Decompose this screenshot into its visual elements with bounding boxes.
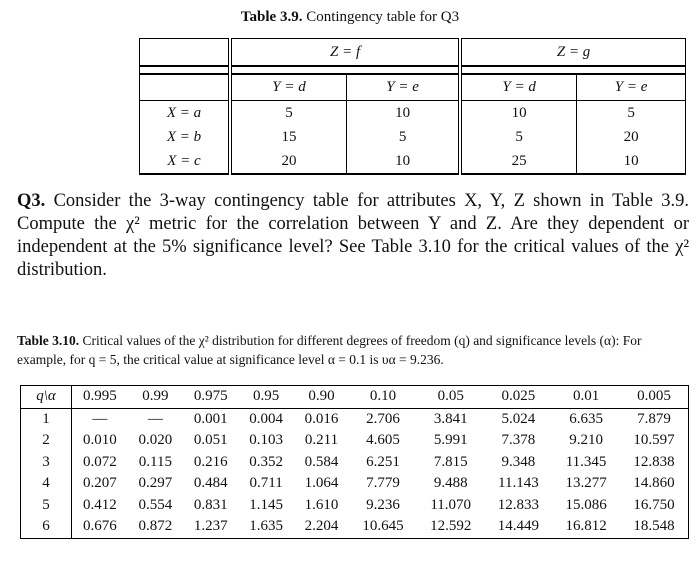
table-cell: 0.016	[304, 410, 339, 427]
table-cell: 16.812	[552, 516, 620, 538]
table-cell: 10	[346, 101, 460, 126]
table-cell: 0.207	[82, 475, 117, 492]
table-cell: 0.004	[249, 410, 283, 427]
table-cell: 1.145	[249, 496, 283, 513]
table-cell: 9.210	[569, 432, 603, 449]
table-3-9-title: Contingency table for Q3	[306, 9, 460, 25]
table-row	[21, 516, 689, 538]
table-row	[21, 473, 689, 495]
table-cell: 9.236	[366, 496, 400, 513]
table-row	[140, 149, 686, 174]
table-cell: 10	[460, 101, 576, 126]
table-cell: 0.676	[72, 516, 128, 538]
alpha-header: 0.90	[294, 386, 349, 409]
table-cell: 10	[577, 149, 686, 174]
alpha-header: 0.05	[417, 386, 485, 409]
table-cell: 0.554	[138, 496, 173, 513]
table-cell: 7.815	[433, 453, 468, 470]
table-cell: 6.635	[569, 410, 603, 427]
table-cell: 0.352	[249, 453, 283, 470]
row-label: X = b	[140, 125, 231, 149]
table-cell: —	[92, 410, 108, 427]
table-cell: 7.378	[501, 432, 536, 449]
table-row	[21, 408, 689, 430]
alpha-header: 0.025	[485, 386, 553, 409]
table-cell: 0.211	[304, 432, 339, 449]
table-cell: 0.072	[82, 453, 117, 470]
table-cell: 11.070	[430, 496, 472, 513]
row-label: X = c	[140, 149, 231, 174]
table-cell: 9.348	[501, 453, 536, 470]
table-cell: 1.064	[304, 475, 339, 492]
table-cell: 0.010	[82, 432, 117, 449]
table-cell: 5.991	[433, 432, 468, 449]
table-cell: 0.115	[138, 453, 172, 470]
z-header-f: Z = f	[230, 39, 460, 67]
table-cell: 11.345	[565, 453, 607, 470]
corner-header: q\α	[21, 386, 72, 409]
table-cell: 0.584	[304, 453, 339, 470]
y-header: Y = e	[577, 74, 686, 101]
table-cell: —	[147, 410, 163, 427]
alpha-header: 0.975	[183, 386, 238, 409]
y-header: Y = e	[346, 74, 460, 101]
table-cell: 0.051	[193, 432, 228, 449]
table-cell: 4.605	[366, 432, 400, 449]
table-cell: 0.297	[138, 475, 173, 492]
contingency-table	[139, 38, 686, 175]
q-cell: 3	[21, 452, 72, 474]
table-3-9-label: Table 3.9.	[240, 9, 303, 25]
table-row	[21, 452, 689, 474]
row-label: X = a	[140, 101, 231, 126]
table-cell: 2.204	[294, 516, 349, 538]
question-label: Q3.	[17, 191, 46, 211]
table-row	[140, 125, 686, 149]
q-cell: 6	[21, 516, 72, 538]
table-cell: 5.024	[501, 410, 536, 427]
table-cell: 10	[346, 149, 460, 174]
alpha-header: 0.95	[238, 386, 293, 409]
z-header-g: Z = g	[460, 39, 685, 67]
table-cell: 0.412	[82, 496, 117, 513]
table-cell: 15.086	[565, 496, 607, 513]
q-cell: 5	[21, 495, 72, 517]
table-cell: 15	[230, 125, 346, 149]
table-cell: 0.711	[249, 475, 283, 492]
table-cell: 5	[577, 101, 686, 126]
corner-cell-2	[140, 74, 231, 101]
table-3-10-label: Table 3.10.	[17, 333, 80, 348]
table-cell: 25	[460, 149, 576, 174]
table-cell: 1.635	[238, 516, 293, 538]
table-cell: 5	[230, 101, 346, 126]
table-cell: 14.449	[485, 516, 553, 538]
table-cell: 0.484	[193, 475, 228, 492]
table-cell: 0.831	[193, 496, 228, 513]
table-cell: 0.001	[193, 410, 228, 427]
table-cell: 12.833	[497, 496, 540, 513]
table-cell: 7.879	[620, 408, 689, 430]
table-cell: 18.548	[620, 516, 689, 538]
table-cell: 12.838	[620, 452, 689, 474]
table-cell: 10.597	[620, 430, 689, 452]
alpha-header: 0.10	[349, 386, 417, 409]
table-cell: 7.779	[366, 475, 400, 492]
corner-cell	[140, 39, 231, 67]
table-cell: 16.750	[620, 495, 689, 517]
q-cell: 2	[21, 430, 72, 452]
table-cell: 11.143	[498, 475, 539, 492]
alpha-header: 0.995	[72, 386, 128, 409]
table-cell: 14.860	[620, 473, 689, 495]
alpha-header: 0.01	[552, 386, 620, 409]
table-3-10-caption	[17, 331, 687, 369]
table-cell: 6.251	[366, 453, 400, 470]
table-row	[21, 495, 689, 517]
table-cell: 2.706	[366, 410, 400, 427]
table-cell: 13.277	[565, 475, 607, 492]
table-cell: 0.020	[138, 432, 173, 449]
table-cell: 12.592	[417, 516, 485, 538]
critical-values-table	[20, 385, 689, 539]
table-cell: 5	[460, 125, 576, 149]
y-header: Y = d	[230, 74, 346, 101]
table-cell: 1.610	[304, 496, 339, 513]
alpha-header: 0.99	[128, 386, 183, 409]
table-row	[140, 101, 686, 126]
table-cell: 0.103	[249, 432, 283, 449]
table-cell: 5	[346, 125, 460, 149]
table-cell: 20	[230, 149, 346, 174]
table-row	[21, 430, 689, 452]
table-cell: 0.872	[128, 516, 183, 538]
question-q3	[17, 190, 689, 282]
q-cell: 1	[21, 408, 72, 430]
table-cell: 10.645	[349, 516, 417, 538]
y-header: Y = d	[460, 74, 576, 101]
table-cell: 20	[577, 125, 686, 149]
question-text: Consider the 3-way contingency table for attributes X, Y, Z shown in Table 3.9. Compute the χ² metric for the correlation between Y and Z. Are they dependent or independent at the 5% significance level? See Table 3.10 for the critical values of the χ² distribution.	[17, 191, 690, 280]
alpha-header: 0.005	[620, 386, 689, 409]
table-3-9-caption	[0, 9, 700, 26]
table-cell: 0.216	[193, 453, 228, 470]
table-cell: 9.488	[433, 475, 468, 492]
table-cell: 3.841	[433, 410, 468, 427]
q-cell: 4	[21, 473, 72, 495]
table-cell: 1.237	[183, 516, 238, 538]
table-3-10-caption-text: Critical values of the χ² distribution for different degrees of freedom (q) and significance levels (α): For example, for q = 5, the critical value at significance level α = 0.1 is υα = 9.236.	[17, 333, 642, 367]
